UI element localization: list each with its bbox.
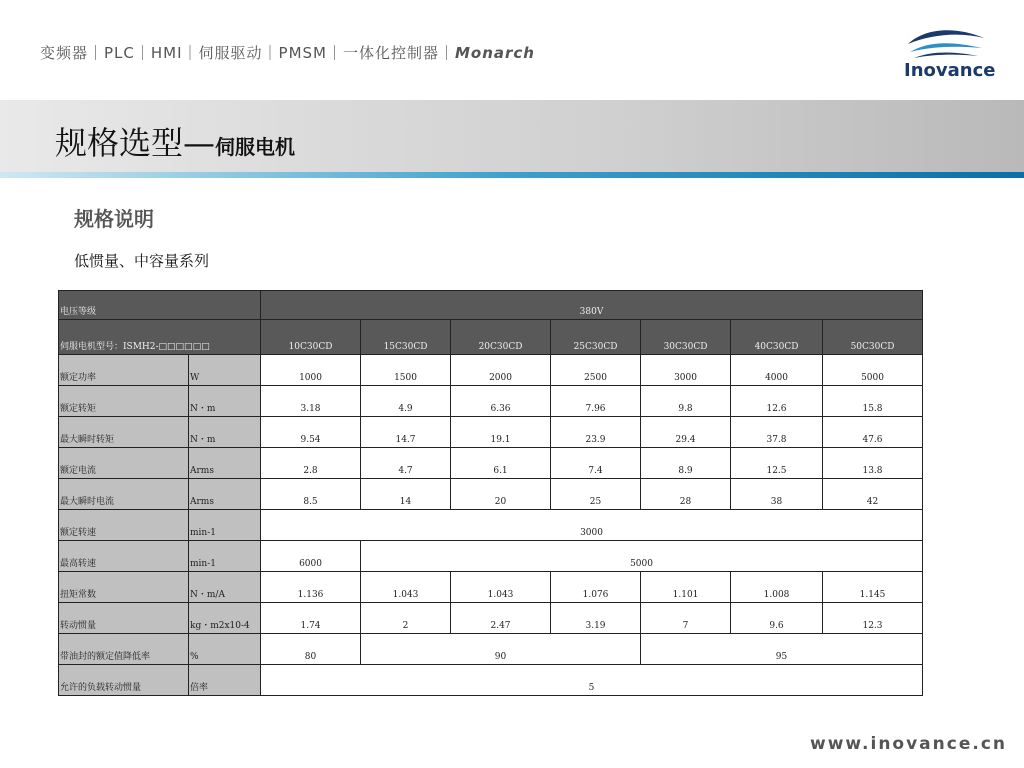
table-row [59,510,923,541]
table-cell: 15.8 [823,386,923,417]
table-cell: 8.5 [261,479,361,510]
row-label: 额定功率 [59,355,189,386]
table-cell: 12.3 [823,603,923,634]
row-label: 额定转速 [59,510,189,541]
table-cell: 1.043 [451,572,551,603]
table-cell: 38 [731,479,823,510]
table-cell: 8.9 [641,448,731,479]
table-cell: 42 [823,479,923,510]
table-cell: 1.043 [361,572,451,603]
table-cell: 29.4 [641,417,731,448]
table-cell: 2.8 [261,448,361,479]
table-cell: 37.8 [731,417,823,448]
table-cell: 4.9 [361,386,451,417]
table-cell: 14 [361,479,451,510]
row-unit: kg・m2x10-4 [189,603,261,634]
row-label: 转动惯量 [59,603,189,634]
table-cell: 25 [551,479,641,510]
table-row [59,541,923,572]
row-label: 最大瞬时转矩 [59,417,189,448]
table-cell: 5000 [823,355,923,386]
table-cell: 3000 [641,355,731,386]
row-unit: W [189,355,261,386]
table-cell: 5 [261,665,923,696]
table-cell: 1.145 [823,572,923,603]
table-row [59,634,923,665]
table-row [59,386,923,417]
monarch-logo-text: Monarch [454,44,535,62]
table-row [59,572,923,603]
top-bar [0,0,1024,100]
model-cell: 30C30CD [641,320,731,355]
table-cell: 95 [641,634,923,665]
logo-text: Inovance [904,60,996,81]
table-cell: 1.008 [731,572,823,603]
model-cell: 25C30CD [551,320,641,355]
table-row [59,448,923,479]
table-cell: 2 [361,603,451,634]
page-title-sub: 伺服电机 [215,135,296,159]
table-cell: 14.7 [361,417,451,448]
table-cell: 6000 [261,541,361,572]
row-unit: Arms [189,448,261,479]
model-row [59,320,923,355]
table-cell: 4000 [731,355,823,386]
table-cell: 1.101 [641,572,731,603]
table-cell: 2.47 [451,603,551,634]
page-title [55,118,295,164]
table-cell: 20 [451,479,551,510]
page-title-main: 规格选型— [55,124,216,162]
table-cell: 80 [261,634,361,665]
table-cell: 3000 [261,510,923,541]
footer-url: www.inovance.cn [810,734,1007,754]
series-title: 低惯量、中容量系列 [74,252,210,270]
table-row [59,665,923,696]
table-cell: 1000 [261,355,361,386]
table-cell: 6.36 [451,386,551,417]
row-unit: Arms [189,479,261,510]
voltage-row [59,291,923,320]
table-cell: 12.6 [731,386,823,417]
table-row [59,479,923,510]
table-cell: 1.136 [261,572,361,603]
table-cell: 13.8 [823,448,923,479]
table-cell: 12.5 [731,448,823,479]
model-cell: 20C30CD [451,320,551,355]
table-cell: 7.96 [551,386,641,417]
row-unit: N・m/A [189,572,261,603]
row-unit: N・m [189,386,261,417]
table-cell: 1.076 [551,572,641,603]
table-cell: 2000 [451,355,551,386]
row-unit: N・m [189,417,261,448]
table-cell: 5000 [361,541,923,572]
table-row [59,355,923,386]
table-cell: 1500 [361,355,451,386]
row-label: 额定转矩 [59,386,189,417]
table-cell: 90 [361,634,641,665]
table-row [59,417,923,448]
model-label: 伺服电机型号：ISMH2-□□□□□□ [59,320,261,355]
table-cell: 9.54 [261,417,361,448]
row-label: 额定电流 [59,448,189,479]
banner-stripe [0,172,1024,178]
table-cell: 47.6 [823,417,923,448]
voltage-value: 380V [261,291,923,320]
voltage-label: 电压等级 [59,291,261,320]
product-line-text: 变频器｜PLC｜HMI｜伺服驱动｜PMSM｜一体化控制器｜ [40,44,455,62]
section-title: 规格说明 [74,207,154,231]
row-label: 最高转速 [59,541,189,572]
row-unit: % [189,634,261,665]
row-unit: 倍率 [189,665,261,696]
table-cell: 4.7 [361,448,451,479]
row-unit: min-1 [189,541,261,572]
table-cell: 9.6 [731,603,823,634]
row-label: 最大瞬时电流 [59,479,189,510]
model-cell: 40C30CD [731,320,823,355]
table-cell: 7 [641,603,731,634]
table-cell: 6.1 [451,448,551,479]
row-unit: min-1 [189,510,261,541]
table-row [59,603,923,634]
row-label: 扭矩常数 [59,572,189,603]
model-cell: 10C30CD [261,320,361,355]
table-cell: 28 [641,479,731,510]
spec-table [58,290,923,696]
table-cell: 3.19 [551,603,641,634]
table-cell: 2500 [551,355,641,386]
product-line [40,42,535,63]
model-cell: 15C30CD [361,320,451,355]
table-cell: 19.1 [451,417,551,448]
table-cell: 7.4 [551,448,641,479]
table-cell: 23.9 [551,417,641,448]
table-cell: 1.74 [261,603,361,634]
row-label: 允许的负载转动惯量 [59,665,189,696]
row-label: 带油封的额定值降低率 [59,634,189,665]
table-cell: 3.18 [261,386,361,417]
model-cell: 50C30CD [823,320,923,355]
table-cell: 9.8 [641,386,731,417]
